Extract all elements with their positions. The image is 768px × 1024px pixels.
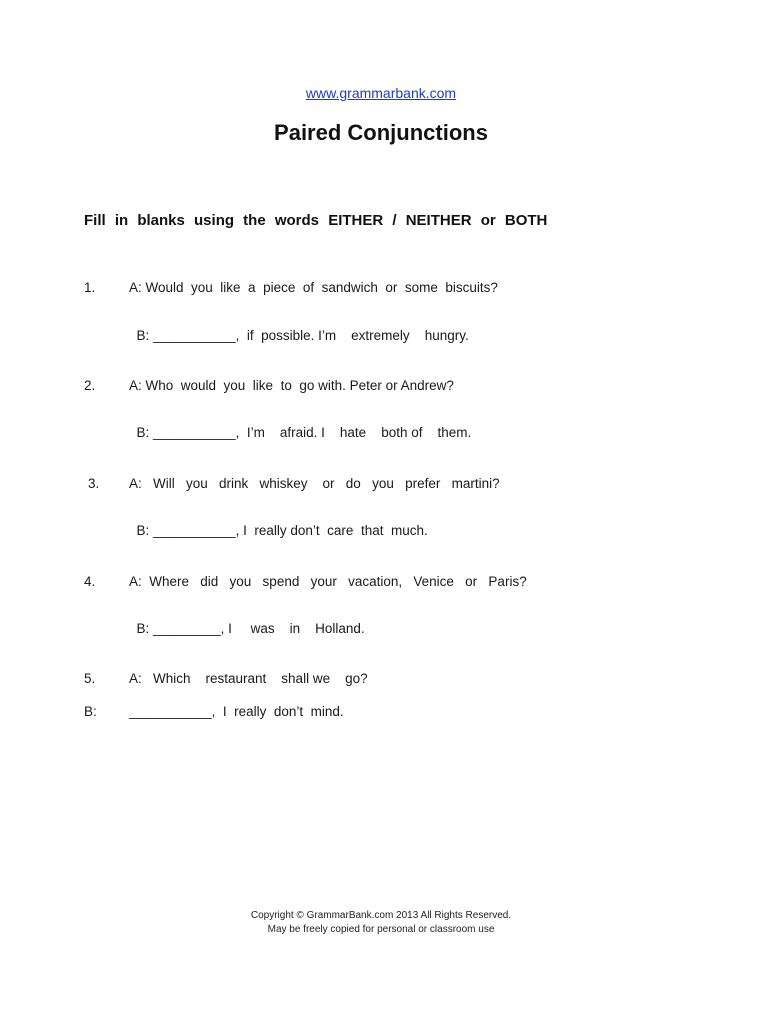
b-label: B: xyxy=(84,704,97,719)
question-number: 1. xyxy=(84,280,96,295)
question-a-line: A: Would you like a piece of sandwich or some biscuits? xyxy=(129,280,498,295)
question-b-line xyxy=(129,508,428,538)
question-a-line: A: Which restaurant shall we go? xyxy=(129,671,368,686)
b-answer: ___________, I really don’t care that much. xyxy=(153,523,428,538)
footer-copyright: Copyright © GrammarBank.com 2013 All Rights Reserved. xyxy=(250,910,512,921)
b-answer: _________, I was in Holland. xyxy=(153,621,365,636)
b-answer: ___________, if possible. I’m extremely hungry. xyxy=(153,328,469,343)
instructions: Fill in blanks using the words EITHER / NEITHER or BOTH xyxy=(84,212,548,229)
b-label: B: xyxy=(136,328,150,343)
footer-usage: May be freely copied for personal or classroom use xyxy=(267,924,495,935)
site-link[interactable]: www.grammarbank.com xyxy=(305,85,457,101)
question-b-line xyxy=(129,606,365,636)
b-label: B: xyxy=(136,425,150,440)
question-number: 2. xyxy=(84,378,96,393)
question-number: 5. xyxy=(84,671,96,686)
b-answer: ___________, I really don’t mind. xyxy=(129,704,344,719)
b-label: B: xyxy=(136,621,150,636)
page-title: Paired Conjunctions xyxy=(274,120,488,145)
b-label: B: xyxy=(136,523,150,538)
question-b-line xyxy=(129,313,469,343)
question-a-line: A: Where did you spend your vacation, Venice or Paris? xyxy=(129,574,527,589)
question-number: 4. xyxy=(84,574,96,589)
question-b-line xyxy=(129,410,471,440)
b-answer: ___________, I’m afraid. I hate both of them. xyxy=(153,425,472,440)
question-a-line: A: Will you drink whiskey or do you prefer martini? xyxy=(129,476,500,491)
question-a-line: A: Who would you like to go with. Peter or Andrew? xyxy=(129,378,454,393)
question-number: 3. xyxy=(88,476,100,491)
